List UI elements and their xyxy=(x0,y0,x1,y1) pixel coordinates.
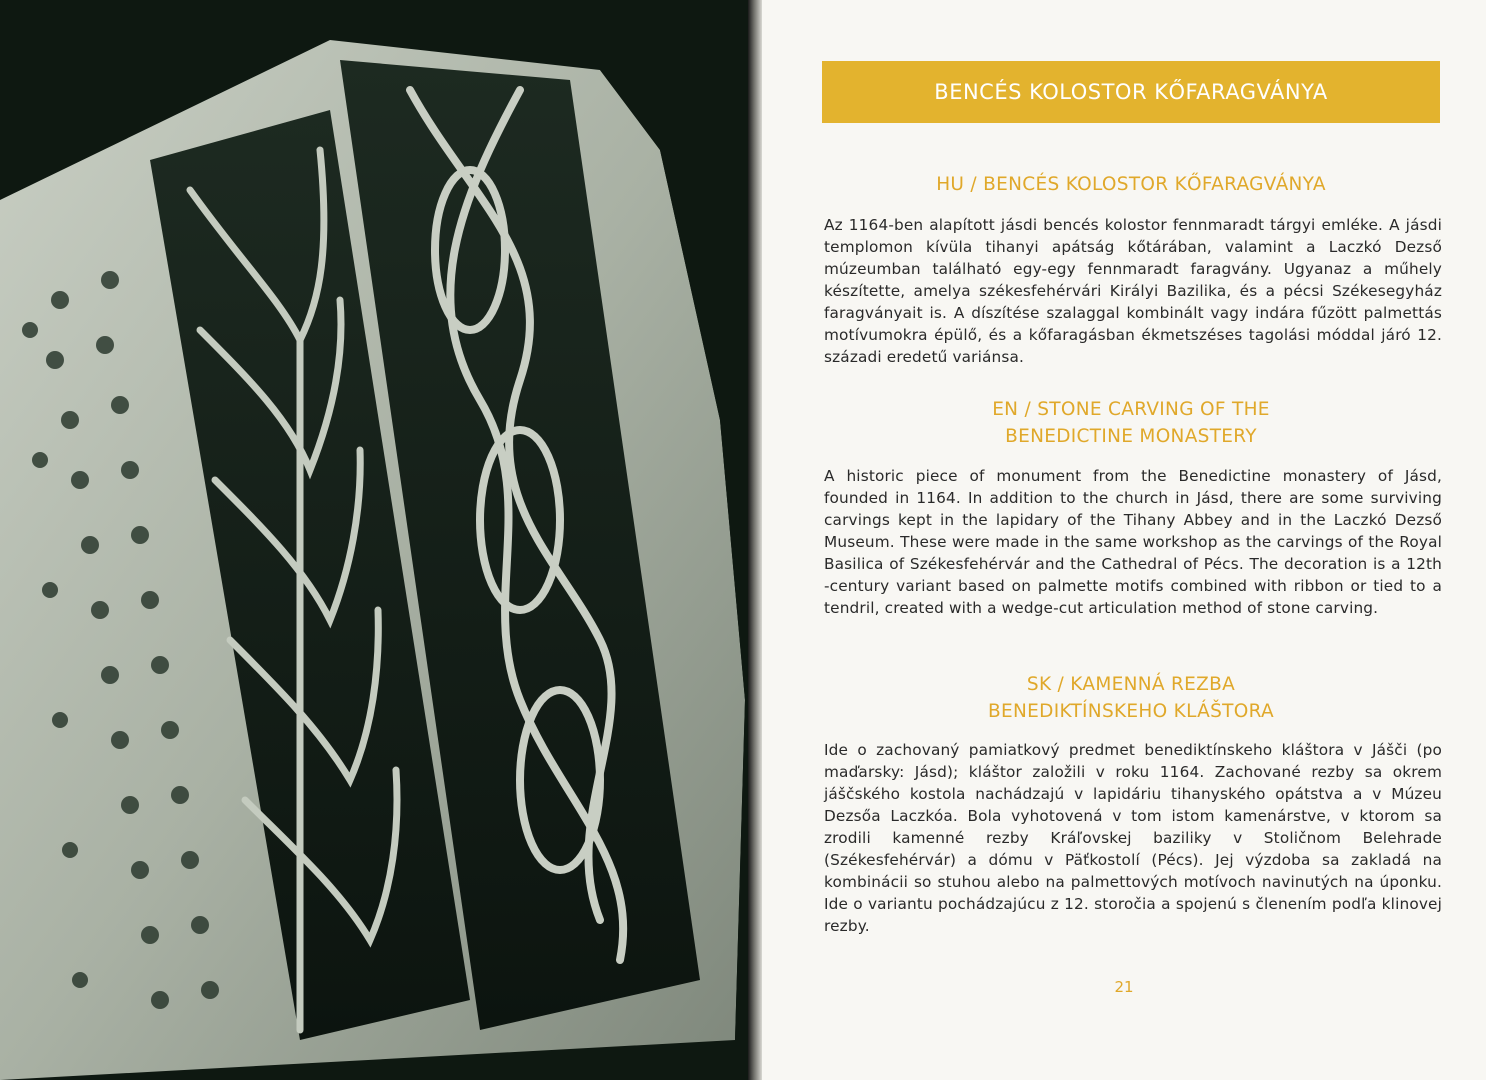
sk-section-body: Ide o zachovaný pamiatkový predmet benediktínskeho kláštora v Jášči (po maďarsky: Jásd); kláštor založili v roku 1164. Zachované rezby sa okrem jáščského kostola nachádzajú v lapidáriu tihanyského opátstva a v Múzeu Dezsőa Laczkóa. Bola vyhotovená v tom istom kamenárstve, v ktorom sa zrodili kamenné rezby Kráľovskej baziliky v Stoličnom Belehrade (Székesfehérvár) a dómu v Päťkostolí (Pécs). Jej výzdoba sa zakladá na kombinácii so stuhou alebo na palmettových motívoch navinutých na úponku. Ide o variantu pochádzajúcu z 12. storočia a spojenú s členením podľa klinovej rezby. xyxy=(824,741,1442,935)
heading-line: BENEDICTINE MONASTERY xyxy=(1005,426,1257,447)
heading-line: BENEDIKTÍNSKEHO KLÁŠTORA xyxy=(988,701,1274,722)
page-title: BENCÉS KOLOSTOR KŐFARAGVÁNYA xyxy=(934,80,1328,104)
en-section-heading xyxy=(822,396,1440,450)
hu-section-heading xyxy=(822,171,1440,198)
heading-line: SK / KAMENNÁ REZBA xyxy=(1026,674,1236,695)
title-banner xyxy=(822,61,1440,123)
page-number: 21 xyxy=(1114,978,1134,996)
heading-line: HU / BENCÉS KOLOSTOR KŐFARAGVÁNYA xyxy=(936,174,1326,195)
heading-line: EN / STONE CARVING OF THE xyxy=(992,399,1270,420)
en-section-body: A historic piece of monument from the Benedictine monastery of Jásd, founded in 1164. In addition to the church in Jásd, there are some surviving carvings kept in the lapidary of the Tihany Abbey and in the Laczkó Dezső Museum. These were made in the same workshop as the carvings of the Royal Basilica of Székesfehérvár and the Cathedral of Pécs. The decoration is a 12th -century variant based on palmette motifs combined with ribbon or tied to a tendril, created with a wedge-cut articulation method of stone carving. xyxy=(824,467,1442,617)
book-gutter xyxy=(748,0,762,1080)
sk-section-heading xyxy=(822,671,1440,725)
text-page xyxy=(762,0,1486,1080)
hu-section-body: Az 1164-ben alapított jásdi bencés kolostor fennmaradt tárgyi emléke. A jásdi templomon kívüla tihanyi apátság kőtárában, valamint a Laczkó Dezső múzeumban található egy-egy fennmaradt faragvány. Ugyanaz a műhely készítette, amelya székesfehérvári Királyi Bazilika, és a pécsi Székesegyház faragványait is. A díszítése szalaggal kombinált vagy indára fűzött palmettás motívumokra épülő, és a kőfaragásban ékmetszéses tagolási móddal járó 12. századi eredetű variánsa. xyxy=(824,216,1442,366)
